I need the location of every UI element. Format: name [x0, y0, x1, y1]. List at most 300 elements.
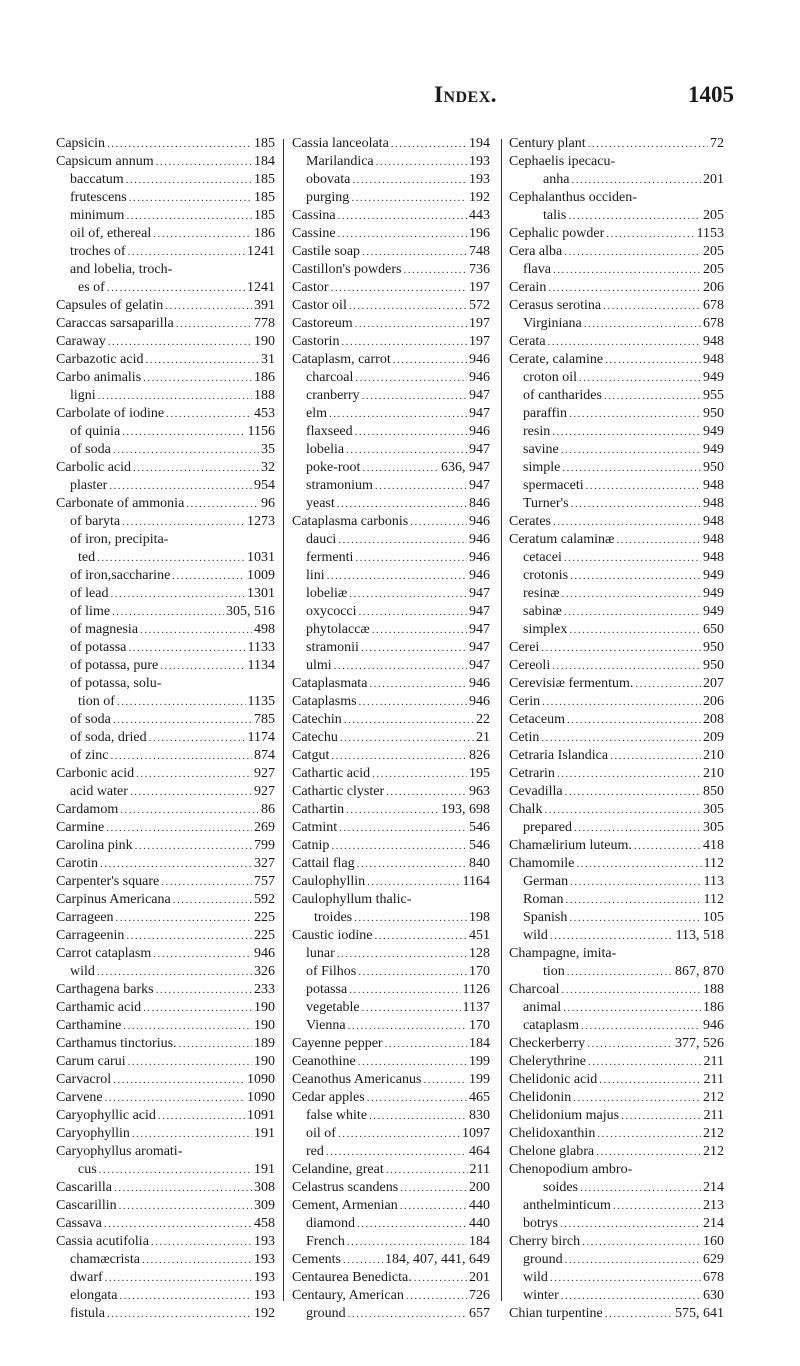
entry-page-ref: 1301 — [247, 586, 275, 601]
dot-leader — [176, 315, 252, 333]
entry-page-ref: 193 — [254, 1234, 275, 1249]
entry-term: Caraway — [56, 334, 106, 349]
dot-leader — [351, 189, 467, 207]
entry-page-ref: 748 — [469, 244, 490, 259]
entry-term: Caryophyllin — [56, 1126, 130, 1141]
entry-term: Chamælirium luteum. — [509, 838, 632, 853]
dot-leader — [561, 441, 701, 459]
index-entry — [509, 963, 724, 981]
index-entry — [292, 153, 490, 171]
entry-term: Caryophyllic acid — [56, 1108, 156, 1123]
index-entry — [56, 189, 275, 207]
dot-leader — [355, 315, 467, 333]
index-entry — [56, 657, 275, 675]
entry-page-ref: 451 — [469, 928, 490, 943]
index-entry — [509, 1089, 724, 1107]
index-entry — [292, 441, 490, 459]
index-entry — [509, 891, 724, 909]
index-entry — [292, 747, 490, 765]
entry-page-ref: 440 — [469, 1216, 490, 1231]
index-entry — [509, 207, 724, 225]
entry-page-ref: 201 — [469, 1270, 490, 1285]
index-entry — [292, 1017, 490, 1035]
dot-leader — [143, 369, 252, 387]
index-entry — [509, 1071, 724, 1089]
index-entry — [56, 225, 275, 243]
entry-term: tion of — [78, 694, 115, 709]
entry-page-ref: 948 — [703, 496, 724, 511]
entry-term: savine — [523, 442, 559, 457]
entry-term: Cerevisiæ fermentum. — [509, 676, 634, 691]
index-entry — [56, 999, 275, 1017]
entry-term: Caraccas sarsaparilla — [56, 316, 174, 331]
index-entry — [509, 747, 724, 765]
entry-page-ref: 209 — [703, 730, 724, 745]
dot-leader — [153, 945, 252, 963]
entry-page-ref: 572 — [469, 298, 490, 313]
index-entry — [509, 405, 724, 423]
entry-term: Carthagena barks — [56, 982, 154, 997]
entry-term: Cataplasmata — [292, 676, 368, 691]
entry-page-ref: 874 — [254, 748, 275, 763]
index-entry — [509, 369, 724, 387]
index-entry — [56, 459, 275, 477]
entry-page-ref: 1090 — [247, 1072, 275, 1087]
entry-term: cataplasm — [523, 1018, 579, 1033]
dot-leader — [327, 567, 467, 585]
index-entry — [292, 783, 490, 801]
dot-leader — [129, 189, 252, 207]
dot-leader — [403, 261, 467, 279]
dot-leader — [331, 279, 467, 297]
entry-term: diamond — [306, 1216, 355, 1231]
entry-term: talis — [543, 208, 567, 223]
entry-term: potassa — [306, 982, 348, 997]
index-entry — [56, 531, 275, 549]
index-entry — [509, 693, 724, 711]
index-entry — [56, 909, 275, 927]
entry-term: Cetaceum — [509, 712, 565, 727]
index-entry — [292, 1269, 490, 1287]
entry-term: Capsicin — [56, 136, 105, 151]
index-entry — [292, 585, 490, 603]
entry-term: Turner's — [523, 496, 569, 511]
entry-page-ref: 650 — [703, 622, 724, 637]
entry-term: Cathartin — [292, 802, 345, 817]
index-entry — [292, 1215, 490, 1233]
entry-page-ref: 190 — [254, 1054, 275, 1069]
index-entry — [509, 189, 724, 207]
index-entry — [56, 1017, 275, 1035]
index-column-2 — [292, 135, 490, 1323]
entry-page-ref: 160 — [703, 1234, 724, 1249]
entry-term: Century plant — [509, 136, 586, 151]
entry-term: Vienna — [306, 1018, 346, 1033]
dot-leader — [616, 531, 701, 549]
index-entry — [56, 891, 275, 909]
index-entry — [509, 243, 724, 261]
entry-page-ref: 1241 — [247, 280, 275, 295]
entry-term: Checkerberry — [509, 1036, 586, 1051]
index-entry — [509, 639, 724, 657]
dot-leader — [567, 711, 701, 729]
entry-page-ref: 678 — [703, 1270, 724, 1285]
index-entry — [56, 1233, 275, 1251]
entry-term: Cereoli — [509, 658, 551, 673]
entry-page-ref: 193, 698 — [441, 802, 490, 817]
entry-term: of baryta — [70, 514, 121, 529]
dot-leader — [372, 765, 467, 783]
dot-leader — [329, 405, 467, 423]
entry-page-ref: 72 — [710, 136, 724, 151]
entry-term: yeast — [306, 496, 335, 511]
entry-term: Carmine — [56, 820, 105, 835]
entry-page-ref: 21 — [476, 730, 490, 745]
entry-term: Cera alba — [509, 244, 563, 259]
entry-page-ref: 326 — [254, 964, 275, 979]
index-entry — [292, 477, 490, 495]
entry-page-ref: 948 — [703, 550, 724, 565]
dot-leader — [142, 1251, 252, 1269]
entry-term: of magnesia — [70, 622, 139, 637]
dot-leader — [116, 909, 252, 927]
index-entry — [292, 1161, 490, 1179]
entry-term: anthelminticum — [523, 1198, 611, 1213]
entry-term: ted — [78, 550, 96, 565]
entry-page-ref: 443 — [469, 208, 490, 223]
dot-leader — [571, 171, 701, 189]
entry-page-ref: 112 — [703, 892, 724, 907]
entry-page-ref: 954 — [254, 478, 275, 493]
entry-term: Centaurea Benedicta. — [292, 1270, 412, 1285]
dot-leader — [140, 621, 252, 639]
dot-leader — [179, 1035, 252, 1053]
index-entry — [292, 639, 490, 657]
dot-leader — [564, 243, 701, 261]
index-entry — [509, 495, 724, 513]
entry-term: Chelidonium majus — [509, 1108, 620, 1123]
dot-leader — [117, 693, 246, 711]
dot-leader — [541, 639, 701, 657]
dot-leader — [331, 837, 467, 855]
dot-leader — [375, 477, 467, 495]
dot-leader — [113, 711, 252, 729]
entry-page-ref: 1134 — [247, 658, 275, 673]
dot-leader — [548, 279, 701, 297]
entry-page-ref: 1156 — [247, 424, 275, 439]
entry-term: Carbo animalis — [56, 370, 142, 385]
index-entry — [292, 333, 490, 351]
index-entry — [509, 855, 724, 873]
entry-term: of lime — [70, 604, 111, 619]
entry-page-ref: 193 — [254, 1270, 275, 1285]
entry-page-ref: 947 — [469, 622, 490, 637]
entry-term: of quinia — [70, 424, 121, 439]
dot-leader — [122, 513, 245, 531]
index-entry — [56, 1161, 275, 1179]
entry-term: Cephalanthus occiden- — [509, 190, 637, 205]
index-entry — [292, 765, 490, 783]
entry-page-ref: 1273 — [247, 514, 275, 529]
entry-term: Caulophyllum thalic- — [292, 892, 412, 907]
dot-leader — [126, 171, 252, 189]
index-entry — [292, 927, 490, 945]
entry-term: lobeliæ — [306, 586, 348, 601]
index-entry — [292, 1125, 490, 1143]
index-entry — [56, 513, 275, 531]
entry-term: Castoreum — [292, 316, 353, 331]
entry-term: dauci — [306, 532, 337, 547]
entry-term: Cement, Armenian — [292, 1198, 398, 1213]
index-entry — [292, 549, 490, 567]
dot-leader — [153, 225, 252, 243]
entry-term: Carbolic acid — [56, 460, 132, 475]
dot-leader — [158, 1107, 245, 1125]
index-entry — [292, 495, 490, 513]
entry-page-ref: 946 — [254, 946, 275, 961]
dot-leader — [165, 297, 252, 315]
entry-term: Cassina — [292, 208, 336, 223]
entry-page-ref: 205 — [703, 244, 724, 259]
entry-page-ref: 948 — [703, 334, 724, 349]
entry-page-ref: 211 — [703, 1108, 724, 1123]
entry-term: fistula — [70, 1306, 105, 1321]
index-entry — [509, 333, 724, 351]
entry-term: Chelidonic acid — [509, 1072, 598, 1087]
entry-term: flava — [523, 262, 551, 277]
dot-leader — [123, 1017, 252, 1035]
entry-page-ref: 946 — [469, 424, 490, 439]
entry-term: animal — [523, 1000, 562, 1015]
entry-term: resinæ — [523, 586, 560, 601]
index-entry — [56, 207, 275, 225]
dot-leader — [337, 945, 467, 963]
entry-page-ref: 185 — [254, 172, 275, 187]
index-entry — [509, 531, 724, 549]
index-entry — [56, 1071, 275, 1089]
index-columns — [0, 135, 800, 1335]
entry-term: Cathartic acid — [292, 766, 371, 781]
entry-term: of lead — [70, 586, 109, 601]
entry-term: Charcoal — [509, 982, 560, 997]
entry-term: simple — [523, 460, 561, 475]
entry-page-ref: 213 — [703, 1198, 724, 1213]
entry-page-ref: 305 — [703, 820, 724, 835]
index-entry — [292, 567, 490, 585]
index-entry — [292, 189, 490, 207]
entry-page-ref: 377, 526 — [675, 1036, 724, 1051]
dot-leader — [107, 135, 252, 153]
dot-leader — [375, 927, 468, 945]
entry-page-ref: 726 — [469, 1288, 490, 1303]
index-entry — [509, 837, 724, 855]
dot-leader — [105, 1089, 245, 1107]
entry-page-ref: 950 — [703, 658, 724, 673]
entry-page-ref: 35 — [261, 442, 275, 457]
entry-term: wild — [523, 1270, 548, 1285]
index-entry — [56, 675, 275, 693]
column-divider — [283, 139, 284, 1301]
entry-page-ref: 946 — [469, 694, 490, 709]
dot-leader — [160, 657, 245, 675]
entry-page-ref: 190 — [254, 1018, 275, 1033]
entry-term: German — [523, 874, 569, 889]
index-entry — [292, 1107, 490, 1125]
entry-term: crotonis — [523, 568, 569, 583]
dot-leader — [151, 1233, 252, 1251]
dot-leader — [570, 567, 701, 585]
entry-page-ref: 927 — [254, 784, 275, 799]
dot-leader — [369, 675, 467, 693]
dot-leader — [571, 495, 701, 513]
dot-leader — [553, 261, 701, 279]
dot-leader — [369, 1107, 467, 1125]
entry-page-ref: 199 — [469, 1054, 490, 1069]
entry-page-ref: 963 — [469, 784, 490, 799]
entry-page-ref: 636, 947 — [441, 460, 490, 475]
entry-page-ref: 950 — [703, 460, 724, 475]
entry-page-ref: 192 — [254, 1306, 275, 1321]
entry-term: stramonii — [306, 640, 359, 655]
index-entry — [292, 405, 490, 423]
dot-leader — [597, 1125, 701, 1143]
index-entry — [509, 585, 724, 603]
index-entry — [509, 1215, 724, 1233]
dot-leader — [341, 333, 467, 351]
dot-leader — [362, 999, 461, 1017]
entry-page-ref: 1091 — [247, 1108, 275, 1123]
entry-page-ref: 305, 516 — [226, 604, 275, 619]
entry-page-ref: 465 — [469, 1090, 490, 1105]
entry-term: spermaceti — [523, 478, 584, 493]
dot-leader — [338, 531, 467, 549]
entry-term: Carolina pink — [56, 838, 133, 853]
entry-term: Ceanothine — [292, 1054, 356, 1069]
entry-page-ref: 211 — [469, 1162, 490, 1177]
entry-term: Roman — [523, 892, 564, 907]
dot-leader — [145, 351, 259, 369]
dot-leader — [542, 693, 701, 711]
dot-leader — [143, 999, 252, 1017]
index-entry — [509, 819, 724, 837]
entry-term: croton oil — [523, 370, 578, 385]
entry-term: and lobelia, troch- — [70, 262, 173, 277]
entry-page-ref: 309 — [254, 1198, 275, 1213]
index-entry — [292, 711, 490, 729]
entry-term: Cerata — [509, 334, 546, 349]
dot-leader — [110, 585, 245, 603]
entry-page-ref: 592 — [254, 892, 275, 907]
entry-term: dwarf — [70, 1270, 103, 1285]
entry-page-ref: 22 — [476, 712, 490, 727]
entry-term: Carthamus tinctorius. — [56, 1036, 177, 1051]
dot-leader — [331, 747, 467, 765]
entry-term: of soda, dried — [70, 730, 147, 745]
entry-page-ref: 197 — [469, 280, 490, 295]
index-entry — [292, 621, 490, 639]
dot-leader — [567, 963, 673, 981]
entry-page-ref: 947 — [469, 406, 490, 421]
dot-leader — [355, 423, 467, 441]
entry-term: cus — [78, 1162, 97, 1177]
entry-term: Cascarillin — [56, 1198, 117, 1213]
index-entry — [292, 981, 490, 999]
entry-page-ref: 190 — [254, 334, 275, 349]
index-entry — [56, 837, 275, 855]
entry-term: plaster — [70, 478, 108, 493]
dot-leader — [557, 765, 701, 783]
index-entry — [509, 351, 724, 369]
index-entry — [56, 279, 275, 297]
dot-leader — [110, 747, 252, 765]
entry-page-ref: 947 — [469, 604, 490, 619]
index-entry — [56, 423, 275, 441]
dot-leader — [359, 693, 467, 711]
dot-leader — [385, 1035, 467, 1053]
entry-page-ref: 950 — [703, 640, 724, 655]
index-entry — [509, 261, 724, 279]
entry-page-ref: 200 — [469, 1180, 490, 1195]
entry-page-ref: 736 — [469, 262, 490, 277]
entry-term: Chamomile — [509, 856, 575, 871]
entry-page-ref: 184 — [254, 154, 275, 169]
entry-page-ref: 1137 — [462, 1000, 490, 1015]
entry-term: Castor — [292, 280, 329, 295]
dot-leader — [391, 135, 467, 153]
index-entry — [509, 909, 724, 927]
entry-term: paraffin — [523, 406, 568, 421]
entry-term: ground — [523, 1252, 563, 1267]
dot-leader — [128, 639, 245, 657]
entry-term: frutescens — [70, 190, 127, 205]
dot-leader — [564, 549, 701, 567]
dot-leader — [105, 1269, 252, 1287]
index-entry — [56, 1107, 275, 1125]
index-entry — [509, 1251, 724, 1269]
entry-page-ref: 946 — [469, 532, 490, 547]
entry-term: tion — [543, 964, 565, 979]
entry-term: Castillon's powders — [292, 262, 402, 277]
entry-term: Caryophyllus aromati- — [56, 1144, 183, 1159]
entry-term: Cephalic powder — [509, 226, 605, 241]
dot-leader — [552, 657, 701, 675]
dot-leader — [562, 981, 701, 999]
index-entry — [56, 927, 275, 945]
dot-leader — [355, 369, 467, 387]
entry-page-ref: 546 — [469, 838, 490, 853]
dot-leader — [357, 1215, 467, 1233]
dot-leader — [568, 207, 701, 225]
entry-term: simplex — [523, 622, 568, 637]
dot-leader — [326, 1143, 467, 1161]
dot-leader — [586, 477, 701, 495]
entry-page-ref: 191 — [254, 1162, 275, 1177]
entry-page-ref: 1126 — [462, 982, 490, 997]
entry-term: Carbonate of ammonia — [56, 496, 185, 511]
entry-term: Cerate, calamine — [509, 352, 604, 367]
entry-term: cranberry — [306, 388, 360, 403]
dot-leader — [588, 135, 708, 153]
index-entry — [509, 459, 724, 477]
entry-term: of iron, precipita- — [70, 532, 169, 547]
entry-page-ref: 575, 641 — [675, 1306, 724, 1321]
dot-leader — [367, 873, 460, 891]
dot-leader — [569, 621, 701, 639]
dot-leader — [343, 1251, 383, 1269]
dot-leader — [156, 981, 252, 999]
entry-term: elm — [306, 406, 327, 421]
dot-leader — [362, 387, 467, 405]
